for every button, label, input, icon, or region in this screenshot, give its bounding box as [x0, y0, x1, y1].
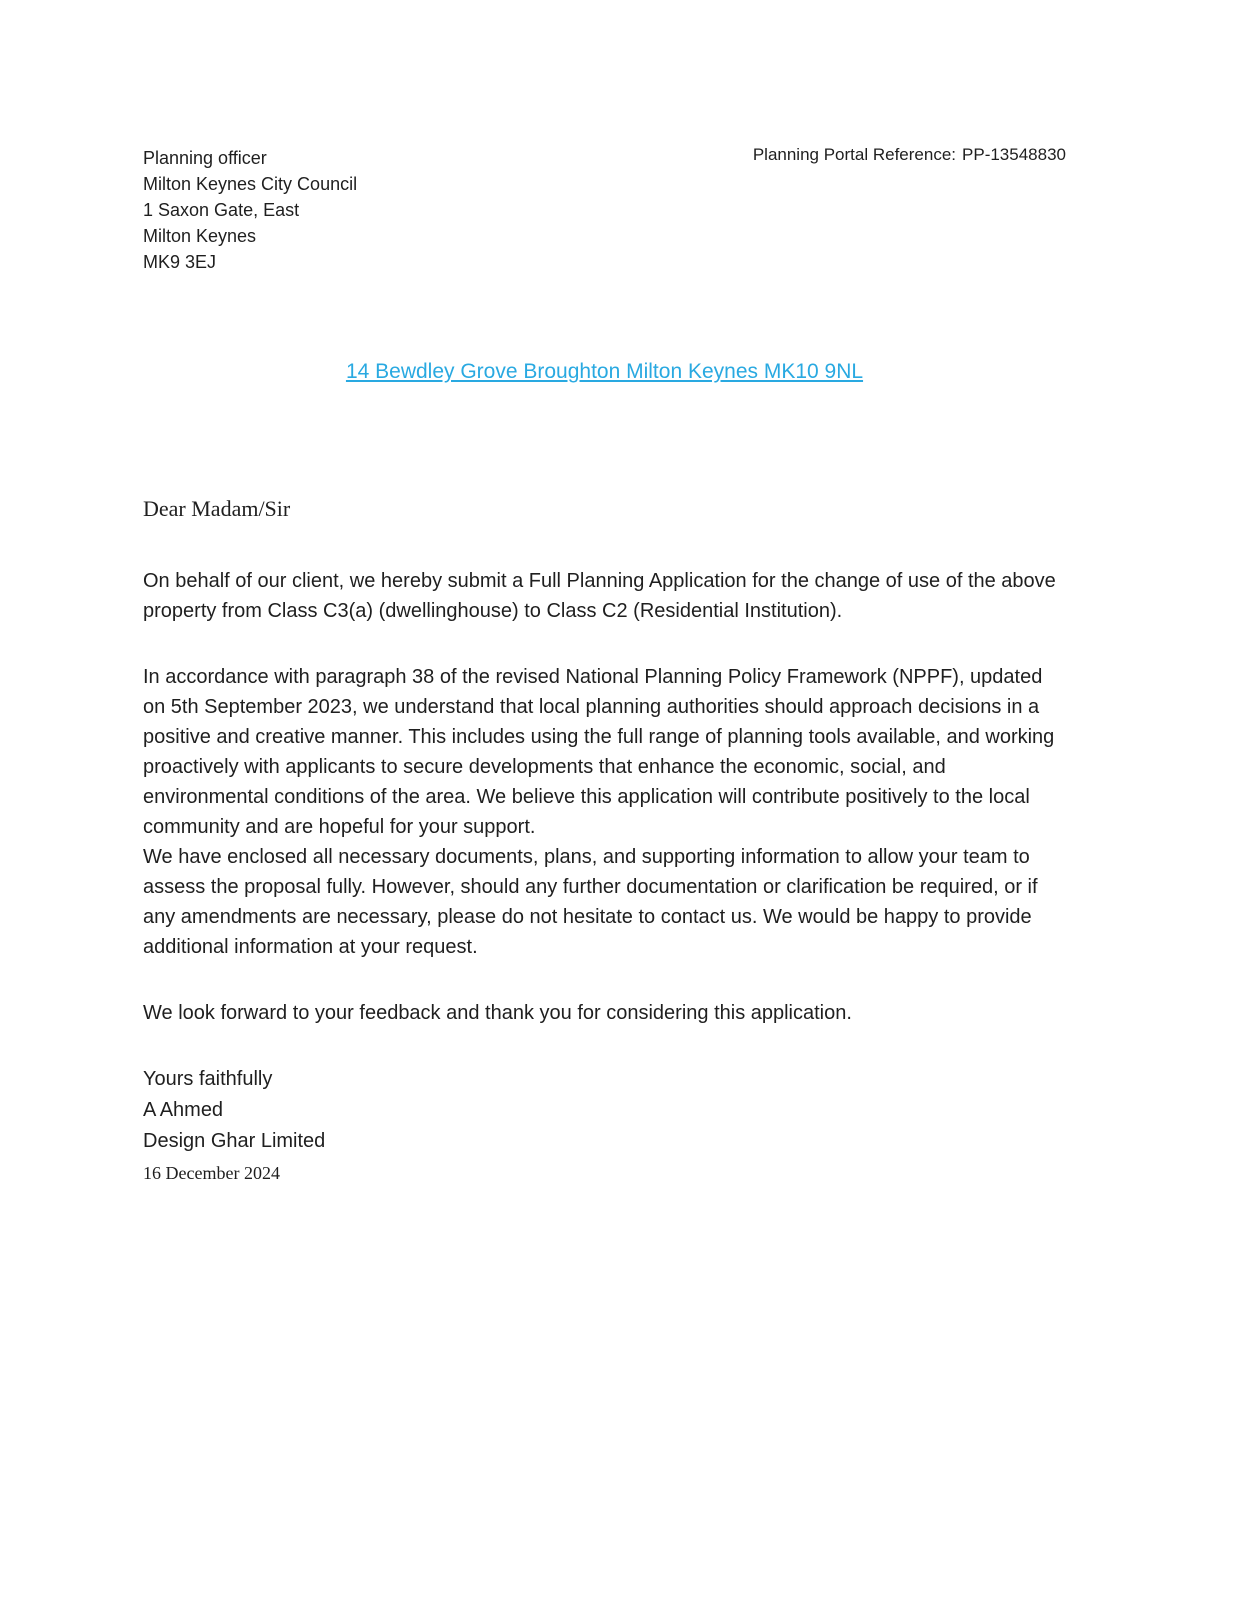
recipient-line-4: Milton Keynes	[143, 226, 257, 246]
paragraph-3: We have enclosed all necessary documents, plans, and supporting information to allow your team to assess the proposal fully. However, should any further documentation or clarification be required, or if any amendments are necessary, please do not hesitate to contact us. We would be happy to provide additional information at your request.	[143, 846, 1038, 958]
recipient-line-5: MK9 3EJ	[143, 252, 217, 272]
recipient-line-2: Milton Keynes City Council	[143, 174, 358, 194]
letter-date: 16 December 2024	[143, 1163, 280, 1183]
recipient-line-3: 1 Saxon Gate, East	[143, 200, 300, 220]
property-address-row	[143, 360, 1066, 384]
reference-label: Planning Portal Reference:	[752, 145, 957, 164]
planning-portal-reference	[753, 145, 1066, 165]
signature-name: A Ahmed	[143, 1099, 224, 1121]
property-address-link[interactable]: 14 Bewdley Grove Broughton Milton Keynes MK10 9NL	[345, 360, 864, 383]
recipient-line-1: Planning officer	[143, 148, 267, 168]
paragraph-2: In accordance with paragraph 38 of the revised National Planning Policy Framework (NPPF), updated on 5th September 2023, we understand that local planning authorities should approach decisions in a positive and creative manner. This includes using the full range of planning tools available, and working proactively with applicants to secure developments that enhance the economic, social, and environmental conditions of the area. We believe this application will contribute positively to the local community and are hopeful for your support.	[143, 666, 1055, 838]
recipient-address-block	[143, 145, 357, 275]
letter-header	[143, 145, 1066, 275]
reference-value: PP-13548830	[962, 145, 1066, 164]
closing-block	[143, 1064, 1066, 1186]
paragraph-4: We look forward to your feedback and thank you for considering this application.	[143, 1002, 852, 1024]
company-name: Design Ghar Limited	[143, 1130, 326, 1152]
paragraph-1: On behalf of our client, we hereby submit a Full Planning Application for the change of use of the above property from Class C3(a) (dwellinghouse) to Class C2 (Residential Institution).	[143, 570, 1056, 622]
closing-line-1: Yours faithfully	[143, 1068, 273, 1090]
salutation: Dear Madam/Sir	[143, 496, 291, 521]
